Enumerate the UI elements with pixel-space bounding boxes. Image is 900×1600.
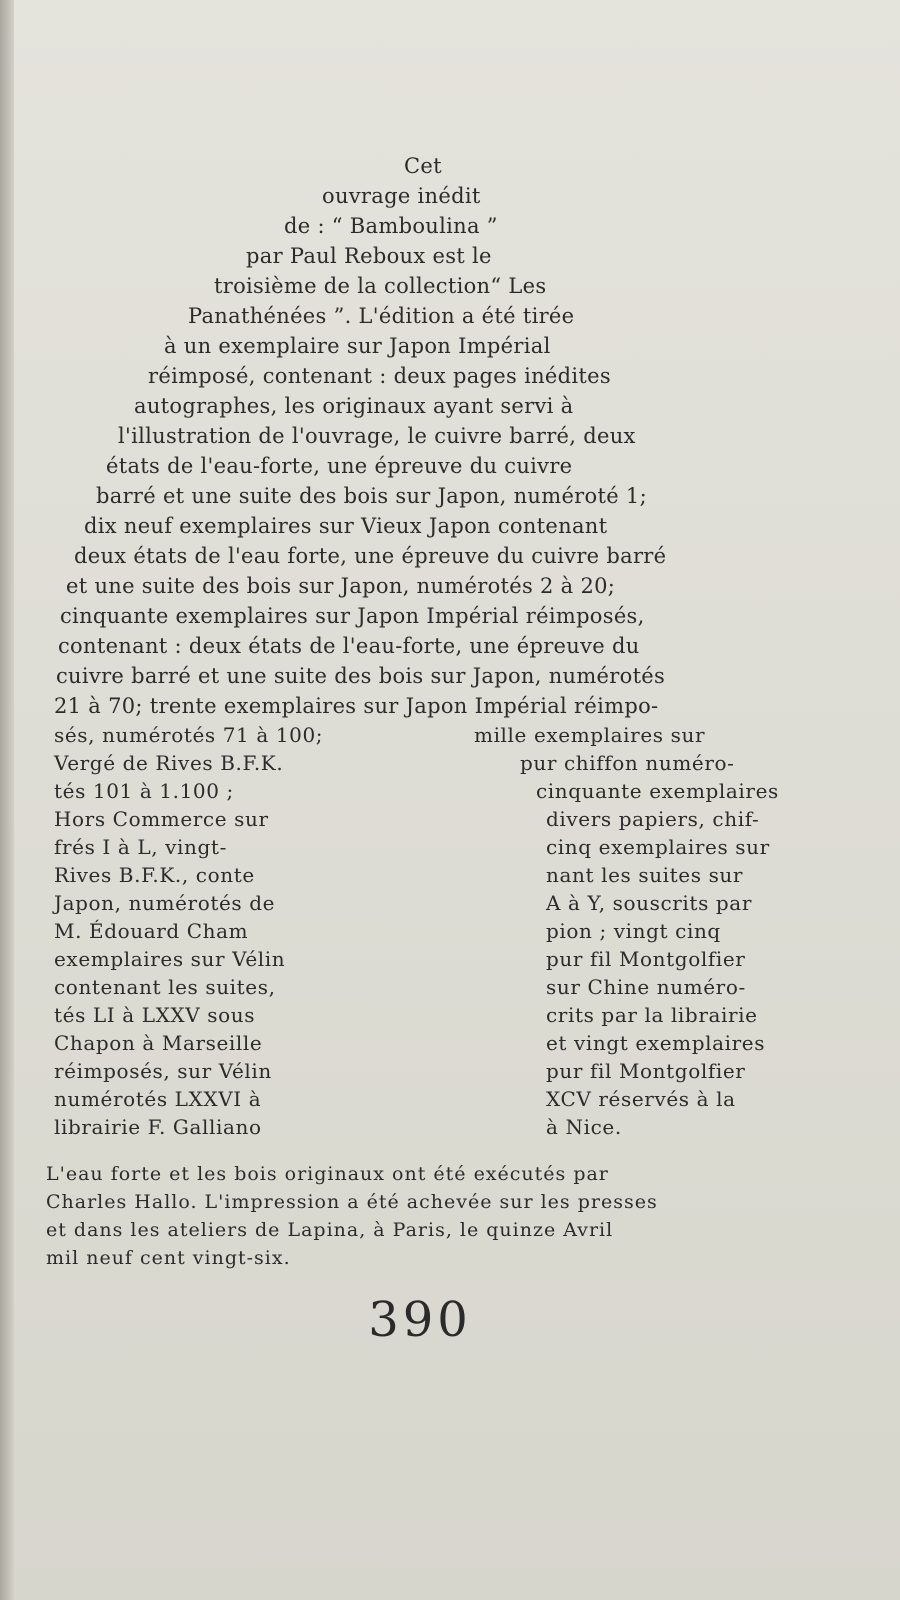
right-column-line: pur fil Montgolfier	[546, 947, 746, 971]
right-column-line: sur Chine numéro-	[546, 975, 746, 999]
colophon-line: dix neuf exemplaires sur Vieux Japon contenant	[84, 514, 608, 538]
left-column-line: tés LI à LXXV sous	[54, 1003, 256, 1027]
left-column-line: Rives B.F.K., conte	[54, 863, 255, 887]
printing-note-line: mil neuf cent vingt-six.	[46, 1247, 291, 1269]
right-column-line: A à Y, souscrits par	[546, 891, 752, 915]
left-column-line: frés I à L, vingt-	[54, 835, 227, 859]
colophon-line: cuivre barré et une suite des bois sur Japon, numérotés	[56, 664, 666, 688]
colophon-line: à un exemplaire sur Japon Impérial	[164, 334, 551, 358]
right-column-line: mille exemplaires sur	[474, 723, 706, 747]
left-column-line: tés 101 à 1.100 ;	[54, 779, 234, 803]
left-column-line: Chapon à Marseille	[54, 1031, 263, 1055]
right-column-line: et vingt exemplaires	[546, 1031, 766, 1055]
colophon-line: troisième de la collection“ Les	[214, 274, 547, 298]
right-column-line: XCV réservés à la	[546, 1087, 736, 1111]
colophon-line: barré et une suite des bois sur Japon, numéroté 1;	[96, 484, 647, 508]
right-column-line: crits par la librairie	[546, 1003, 758, 1027]
right-column-line: divers papiers, chif-	[546, 807, 760, 831]
colophon-line: cinquante exemplaires sur Japon Impérial réimposés,	[60, 604, 645, 628]
colophon-line: deux états de l'eau forte, une épreuve du cuivre barré	[74, 544, 667, 568]
colophon-line: ouvrage inédit	[322, 184, 481, 208]
left-column-line: réimposés, sur Vélin	[54, 1059, 272, 1083]
right-column-line: pur fil Montgolfier	[546, 1059, 746, 1083]
colophon-line: états de l'eau-forte, une épreuve du cuivre	[106, 454, 573, 478]
left-column-line: exemplaires sur Vélin	[54, 947, 286, 971]
colophon-line: l'illustration de l'ouvrage, le cuivre barré, deux	[118, 424, 636, 448]
left-column-line: Hors Commerce sur	[54, 807, 269, 831]
printing-note-line: L'eau forte et les bois originaux ont été exécutés par	[46, 1163, 609, 1185]
left-column-line: Vergé de Rives B.F.K.	[54, 751, 284, 775]
page-number: 390	[368, 1292, 472, 1348]
right-column-line: pion ; vingt cinq	[546, 919, 721, 943]
printing-note-line: Charles Hallo. L'impression a été achevée sur les presses	[46, 1191, 658, 1213]
colophon-line: réimposé, contenant : deux pages inédites	[148, 364, 611, 388]
colophon-line: de : “ Bamboulina ”	[284, 214, 498, 238]
right-column-line: à Nice.	[546, 1115, 622, 1139]
left-column-line: sés, numérotés 71 à 100;	[54, 723, 324, 747]
page-gutter-shadow	[0, 0, 14, 1600]
left-column-line: librairie F. Galliano	[54, 1115, 262, 1139]
colophon-line: Panathénées ”. L'édition a été tirée	[188, 304, 575, 328]
colophon-line: et une suite des bois sur Japon, numérotés 2 à 20;	[66, 574, 616, 598]
left-column-line: M. Édouard Cham	[54, 919, 249, 943]
left-column-line: numérotés LXXVI à	[54, 1087, 262, 1111]
right-column-line: cinq exemplaires sur	[546, 835, 770, 859]
left-column-line: Japon, numérotés de	[54, 891, 276, 915]
colophon-line: 21 à 70; trente exemplaires sur Japon Impérial réimpo-	[54, 694, 659, 718]
colophon-line: Cet	[404, 154, 442, 178]
printing-note-line: et dans les ateliers de Lapina, à Paris, le quinze Avril	[46, 1219, 614, 1241]
left-column-line: contenant les suites,	[54, 975, 276, 999]
right-column-line: pur chiffon numéro-	[520, 751, 735, 775]
right-column-line: cinquante exemplaires	[536, 779, 779, 803]
colophon-line: contenant : deux états de l'eau-forte, une épreuve du	[58, 634, 640, 658]
right-column-line: nant les suites sur	[546, 863, 744, 887]
colophon-line: par Paul Reboux est le	[246, 244, 492, 268]
colophon-line: autographes, les originaux ayant servi à	[134, 394, 574, 418]
